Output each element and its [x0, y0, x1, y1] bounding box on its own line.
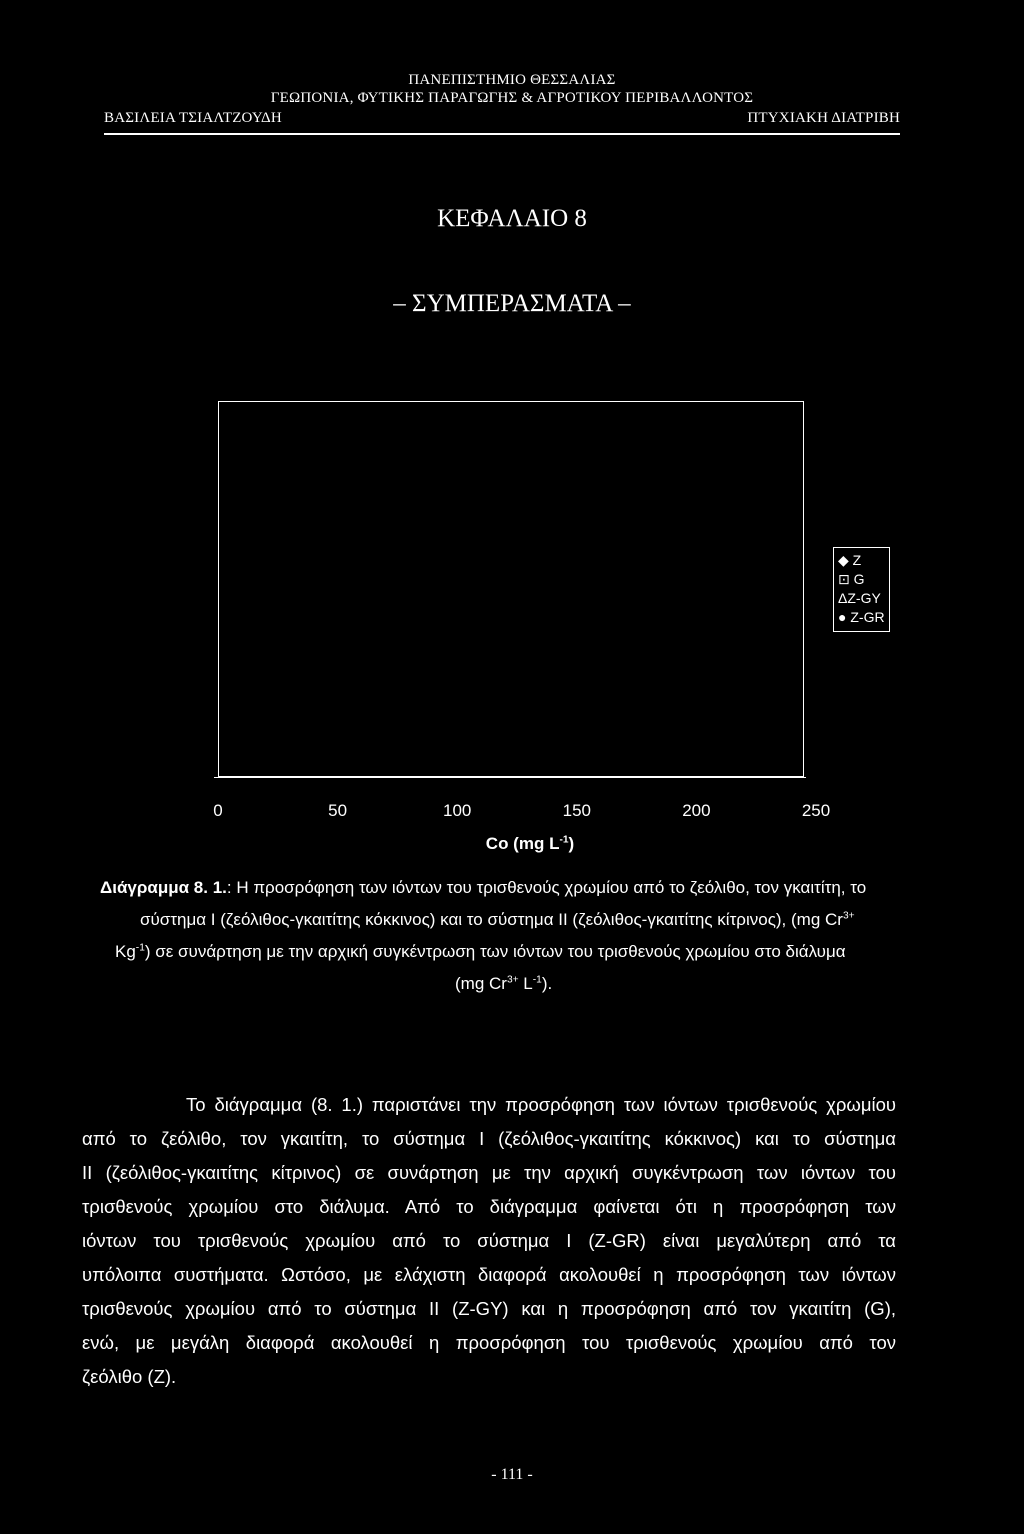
figure-caption [100, 872, 900, 1000]
chapter-title: – ΣΥΜΠΕΡΑΣΜΑΤΑ – [393, 290, 631, 317]
legend-item-z-gy [838, 589, 889, 608]
body-line-1: Το διάγραμμα (8. 1.) παριστάνει την προσρόφηση των ιόντων τρισθενούς χρωμίου [186, 1094, 896, 1115]
header-university: ΠΑΝΕΠΙΣΤΗΜΙΟ ΘΕΣΣΑΛΙΑΣ [408, 72, 616, 88]
legend-marker-z-gr: ● [838, 609, 847, 625]
caption-line4-c: ). [541, 974, 553, 993]
chart-legend [833, 547, 890, 632]
caption-line4-b: L [518, 974, 533, 993]
caption-line-2 [100, 904, 900, 936]
body-line-3: ΙΙ (ζεόλιθος-γκαιτίτης κίτρινος) σε συνάρτηση με την αρχική συγκέντρωση των ιόντων του [82, 1162, 896, 1183]
chart-plot-area [218, 401, 804, 777]
body-line-6: υπόλοιπα συστήματα. Ωστόσο, με ελάχιστη διαφορά ακολουθεί η προσρόφηση των ιόντων [82, 1264, 896, 1285]
caption-line3-text: ) σε συνάρτηση με την αρχική συγκέντρωση των ιόντων του τρισθενούς χρωμίου στο διάλυμα [144, 942, 846, 961]
legend-label-g: G [853, 571, 865, 587]
page-number: - 111 - [491, 1466, 533, 1483]
x-tick-label: 150 [562, 801, 591, 820]
chapter-number: ΚΕΦΑΛΑΙΟ 8 [437, 205, 587, 232]
caption-line-1 [100, 872, 900, 904]
legend-label-z-gy: Z-GY [847, 590, 881, 606]
legend-marker-g: ⊡ [838, 571, 850, 587]
body-line-8: ενώ, με μεγάλη διαφορά ακολουθεί η προσρόφηση του τρισθενούς χρωμίου από τον [82, 1332, 896, 1353]
header-rule [104, 133, 900, 135]
caption-line4-a: (mg Cr [455, 974, 507, 993]
body-line-5: ιόντων του τρισθενούς χρωμίου από το σύστημα Ι (Z-GR) είναι μεγαλύτερη από τα [82, 1230, 896, 1251]
chart-x-axis [214, 777, 806, 778]
caption-line2-sup: 3+ [842, 910, 855, 922]
caption-label: Διάγραμμα 8. 1. [100, 878, 227, 897]
x-tick-label: 50 [328, 801, 348, 820]
caption-line-4 [100, 968, 900, 1000]
caption-line4-sup2: -1 [532, 974, 542, 986]
caption-line4-sup1: 3+ [506, 974, 519, 986]
header-author: ΒΑΣΙΛΕΙΑ ΤΣΙΑΛΤΖΟΥΔΗ [104, 110, 282, 126]
body-line-2: από το ζεόλιθο, τον γκαιτίτη, το σύστημα Ι (ζεόλιθος-γκαιτίτης κόκκινος) και το σύστημα [82, 1128, 896, 1149]
header-thesis-type: ΠΤΥΧΙΑΚΗ ΔΙΑΤΡΙΒΗ [747, 110, 900, 126]
legend-marker-z: ◆ [838, 552, 849, 568]
x-tick-label: 100 [443, 801, 472, 820]
body-paragraph [82, 1088, 896, 1394]
body-line-7: τρισθενούς χρωμίου από το σύστημα ΙΙ (Z-GY) και η προσρόφηση από τον γκαιτίτη (G), [82, 1298, 896, 1319]
x-tick-label: 0 [213, 801, 223, 820]
chart-x-label [440, 834, 620, 854]
caption-line2-text: σύστημα Ι (ζεόλιθος-γκαιτίτης κόκκινος) και το σύστημα ΙΙ (ζεόλιθος-γκαιτίτης κίτρινος), (mg Cr [140, 910, 843, 929]
x-label-sup: -1 [559, 834, 569, 846]
x-label-main: Co (mg L [485, 834, 560, 853]
header-department: ΓΕΩΠΟΝΙΑ, ΦΥΤΙΚΗΣ ΠΑΡΑΓΩΓΗΣ & ΑΓΡΟΤΙΚΟΥ ΠΕΡΙΒΑΛΛΟΝΤΟΣ [270, 90, 754, 106]
legend-label-z-gr: Z-GR [850, 609, 885, 625]
caption-line1-text: : Η προσρόφηση των ιόντων του τρισθενούς χρωμίου από το ζεόλιθο, τον γκαιτίτη, το [226, 878, 867, 897]
caption-line3-sup: -1 [135, 942, 145, 954]
body-line-4: τρισθενούς χρωμίου στο διάλυμα. Από το διάγραμμα φαίνεται ότι η προσρόφηση των [82, 1196, 896, 1217]
legend-item-g [838, 570, 889, 589]
legend-marker-z-gy: Δ [838, 590, 848, 606]
caption-line-3 [100, 936, 900, 968]
caption-line3-kg: Kg [115, 942, 136, 961]
body-line-9: ζεόλιθο (Z). [82, 1366, 177, 1387]
x-label-end: ) [568, 834, 575, 853]
legend-label-z: Z [852, 552, 862, 568]
legend-item-z-gr [838, 608, 889, 627]
legend-item-z [838, 551, 889, 570]
x-tick-label: 250 [801, 801, 831, 820]
x-tick-label: 200 [682, 801, 711, 820]
